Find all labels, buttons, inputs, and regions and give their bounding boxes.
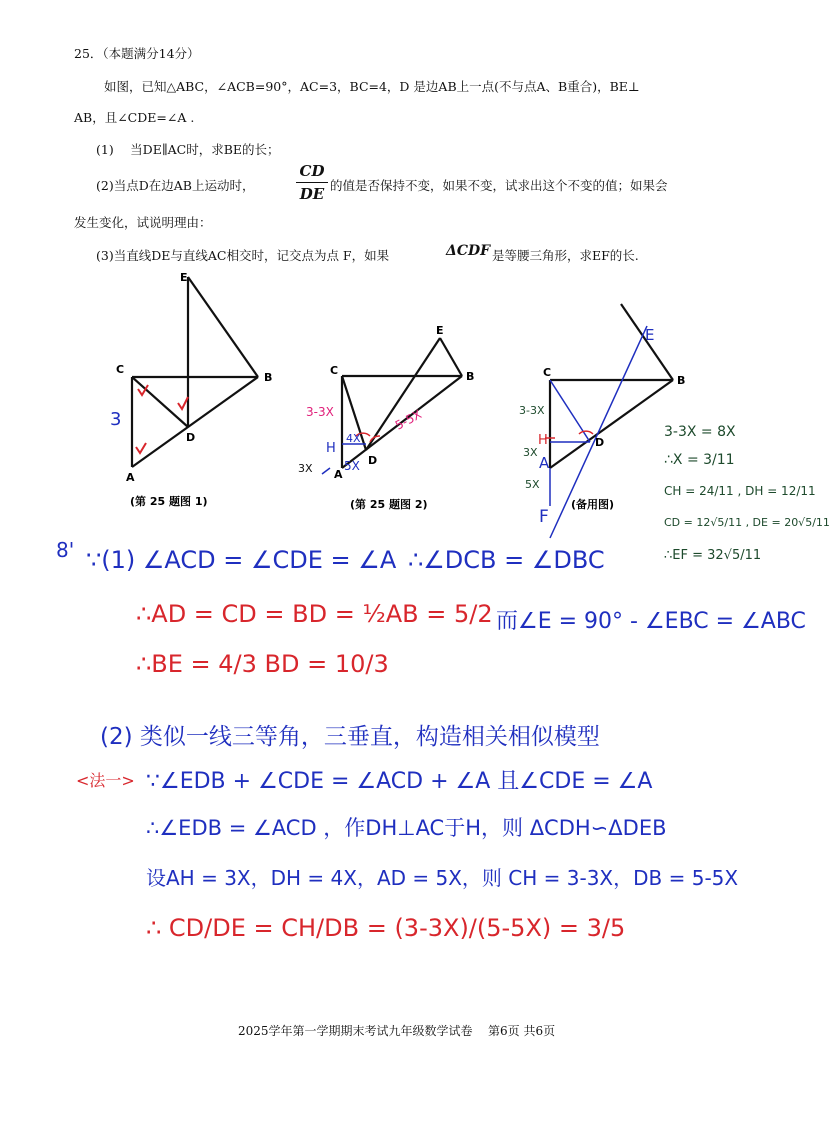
- solution-label: 8': [56, 538, 75, 562]
- fig3-label-c: C: [543, 366, 552, 379]
- solution-2-line-1: ∵∠EDB + ∠CDE = ∠ACD + ∠A 且∠CDE = ∠A: [146, 769, 653, 794]
- fig3-label-b: B: [677, 374, 686, 387]
- fig1-label-c: C: [116, 363, 125, 376]
- side-calc-0: 3-3X = 8X: [664, 424, 736, 440]
- solution-2-line-4: ∴ CD/DE = CH/DB = (3-3X)/(5-5X) = 3/5: [146, 914, 626, 942]
- solution-2-line-2: ∴∠EDB = ∠ACD ，作DH⊥AC于H，则 ΔCDH∽ΔDEB: [146, 816, 667, 840]
- fig1-label-d: D: [186, 431, 196, 444]
- fig3-edge-ad: 5X: [525, 478, 540, 491]
- question-2-part-b: 的值是否保持不变，如果不变，试求出这个不变的值；如果会: [330, 178, 668, 193]
- side-calc-4: ∴EF = 32√5/11: [664, 548, 762, 563]
- figure-3: [505, 296, 690, 546]
- fig2-edge-db: 5-5X: [392, 407, 424, 433]
- fig3-caption: (备用图): [571, 498, 615, 511]
- fig3-edge-ah: 3X: [523, 446, 538, 459]
- fig3-label-d: D: [595, 436, 605, 449]
- cd-over-de-fraction: [296, 162, 328, 203]
- problem-stem-line1: 如图，已知△ABC，∠ACB=90°，AC=3，BC=4，D 是边AB上一点(不与点A、B重合)，BE⊥: [104, 79, 640, 94]
- question-3-part-a: (3)当直线DE与直线AC相交时，记交点为点 F，如果: [96, 248, 390, 263]
- fig2-label-e: E: [436, 324, 444, 337]
- fig2-edge-ad: 5X: [344, 459, 360, 473]
- question-2-part-a: (2)当点D在边AB上运动时，: [96, 178, 255, 193]
- fig3-label-f: F: [539, 507, 549, 527]
- solution-2-line-3: 设AH = 3X，DH = 4X，AD = 5X，则 CH = 3-3X，DB = 5-5X: [146, 866, 739, 890]
- question-3-part-b: 是等腰三角形，求EF的长.: [492, 248, 639, 263]
- question-1: (1) 当DE∥AC时，求BE的长；: [96, 142, 280, 157]
- fig2-edge-ah: 3X: [298, 462, 313, 475]
- solution-2-method: <法一>: [76, 771, 135, 790]
- fig3-label-a: A: [539, 454, 550, 472]
- solution-1-line-2: ∴AD = CD = BD = ½AB = 5/2: [136, 600, 493, 628]
- fig3-label-h: H: [538, 433, 548, 448]
- fig2-label-h: H: [326, 441, 336, 456]
- fig2-label-b: B: [466, 370, 475, 383]
- fig1-label-b: B: [264, 371, 273, 384]
- solution-1-line-1a: ∵(1) ∠ACD = ∠CDE = ∠A: [86, 546, 397, 574]
- fig2-label-d: D: [368, 454, 378, 467]
- fraction-numerator: CD: [299, 162, 325, 180]
- side-calc-1: ∴X = 3/11: [664, 452, 735, 468]
- side-calc-3: CD = 12√5/11 , DE = 20√5/11: [664, 516, 830, 529]
- solution-1-line-2-right: 而∠E = 90° - ∠EBC = ∠ABC: [496, 609, 806, 634]
- solution-1-line-3: ∴BE = 4/3 BD = 10/3: [136, 650, 389, 678]
- problem-header: 25．（本题满分14分）: [74, 46, 200, 61]
- fig3-edge-ch: 3-3X: [519, 404, 545, 417]
- fig2-caption: (第 25 题图 2): [350, 498, 428, 511]
- side-calc-2: CH = 24/11 , DH = 12/11: [664, 484, 816, 498]
- question-2-part-c: 发生变化，试说明理由：: [74, 215, 212, 230]
- fig2-edge-dh: 4X: [346, 432, 361, 445]
- fig2-label-c: C: [330, 364, 339, 377]
- figure-1: [100, 265, 280, 515]
- fig1-label-e: E: [180, 271, 188, 284]
- fig1-side-ac: 3: [110, 409, 122, 430]
- fig1-caption: (第 25 题图 1): [130, 495, 208, 508]
- solution-1-line-1b: ∴∠DCB = ∠DBC: [408, 546, 605, 574]
- footer-page-number: 第6页 共6页: [488, 1024, 556, 1038]
- fig2-edge-ch: 3-3X: [306, 405, 334, 419]
- triangle-cdf: ΔCDF: [446, 243, 491, 259]
- fig3-label-e: E: [645, 326, 655, 344]
- footer-exam-title: 2025学年第一学期期末考试九年级数学试卷: [238, 1024, 473, 1038]
- fig1-label-a: A: [126, 471, 135, 484]
- problem-stem-line2: AB，且∠CDE=∠A .: [74, 110, 195, 125]
- figure-2: [290, 318, 510, 518]
- solution-2-title: (2) 类似一线三等角，三垂直，构造相关相似模型: [100, 724, 600, 750]
- fraction-denominator: DE: [299, 185, 325, 203]
- fig2-label-a: A: [334, 468, 343, 481]
